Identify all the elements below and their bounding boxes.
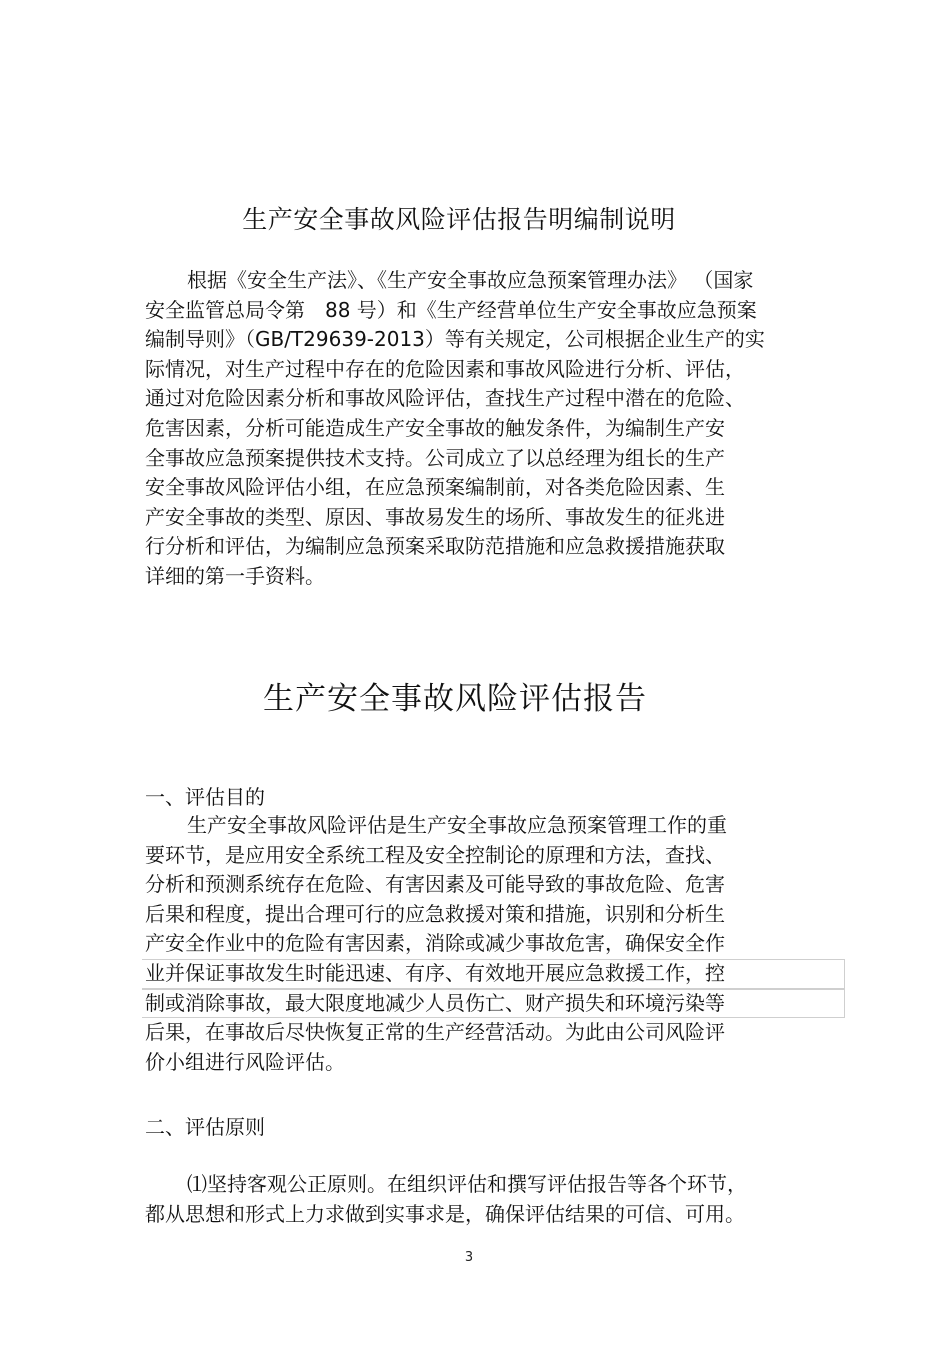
paragraph-line: 全事故应急预案提供技术支持。公司成立了以总经理为组长的生产 bbox=[145, 445, 725, 470]
explanation-title: 生产安全事故风险评估报告明编制说明 bbox=[242, 205, 676, 234]
intro-paragraph bbox=[145, 266, 805, 592]
paragraph-line: 安全事故风险评估小组，在应急预案编制前，对各类危险因素、生 bbox=[145, 475, 725, 500]
paragraph-line-text: 业并保证事故发生时能迅速、有序、有效地开展应急救援工作，控 bbox=[145, 960, 725, 985]
paragraph-line: 分析和预测系统存在危险、有害因素及可能导致的事故危险、危害 bbox=[145, 872, 725, 897]
paragraph-line: 详细的第一手资料。 bbox=[145, 563, 325, 588]
paragraph-line-text: 制或消除事故，最大限度地减少人员伤亡、财产损失和环境污染等 bbox=[145, 990, 725, 1015]
paragraph-line: 危害因素，分析可能造成生产安全事故的触发条件，为编制生产安 bbox=[145, 415, 725, 440]
paragraph-line: 价小组进行风险评估。 bbox=[145, 1049, 345, 1074]
principles-paragraph bbox=[145, 1170, 805, 1229]
report-title: 生产安全事故风险评估报告 bbox=[263, 681, 647, 717]
paragraph-line: 都从思想和形式上力求做到实事求是，确保评估结果的可信、可用。 bbox=[145, 1201, 745, 1226]
purpose-paragraph bbox=[145, 811, 805, 1077]
paragraph-line: 行分析和评估，为编制应急预案采取防范措施和应急救援措施获取 bbox=[145, 534, 725, 559]
paragraph-line: 根据《安全生产法》、《生产安全事故应急预案管理办法》 （国家 bbox=[187, 268, 754, 292]
paragraph-line: 生产安全事故风险评估是生产安全事故应急预案管理工作的重 bbox=[187, 813, 727, 837]
paragraph-line: 际情况，对生产过程中存在的危险因素和事故风险进行分析、评估， bbox=[145, 356, 745, 381]
paragraph-line: 产安全作业中的危险有害因素，消除或减少事故危害，确保安全作 bbox=[145, 931, 725, 956]
paragraph-line: ⑴坚持客观公正原则。在组织评估和撰写评估报告等各个环节， bbox=[187, 1172, 747, 1196]
page-number: 3 bbox=[464, 1250, 474, 1265]
paragraph-line: 安全监管总局令第 88 号）和《生产经营单位生产安全事故应急预案 bbox=[145, 297, 757, 322]
section-heading-principles: 二、评估原则 bbox=[145, 1115, 265, 1139]
section-heading-purpose: 一、评估目的 bbox=[145, 785, 265, 809]
paragraph-line: 编制导则》（GB/T29639-2013）等有关规定，公司根据企业生产的实 bbox=[145, 327, 765, 352]
paragraph-line-framed bbox=[145, 959, 805, 989]
line-frame bbox=[142, 959, 845, 989]
paragraph-line: 后果，在事故后尽快恢复正常的生产经营活动。为此由公司风险评 bbox=[145, 1020, 725, 1045]
paragraph-line: 产安全事故的类型、原因、事故易发生的场所、事故发生的征兆进 bbox=[145, 504, 725, 529]
line-frame bbox=[142, 989, 845, 1019]
paragraph-line: 通过对危险因素分析和事故风险评估，查找生产过程中潜在的危险、 bbox=[145, 386, 745, 411]
paragraph-line: 要环节，是应用安全系统工程及安全控制论的原理和方法，查找、 bbox=[145, 842, 725, 867]
paragraph-line-framed bbox=[145, 989, 805, 1019]
paragraph-line: 后果和程度，提出合理可行的应急救援对策和措施，识别和分析生 bbox=[145, 901, 725, 926]
